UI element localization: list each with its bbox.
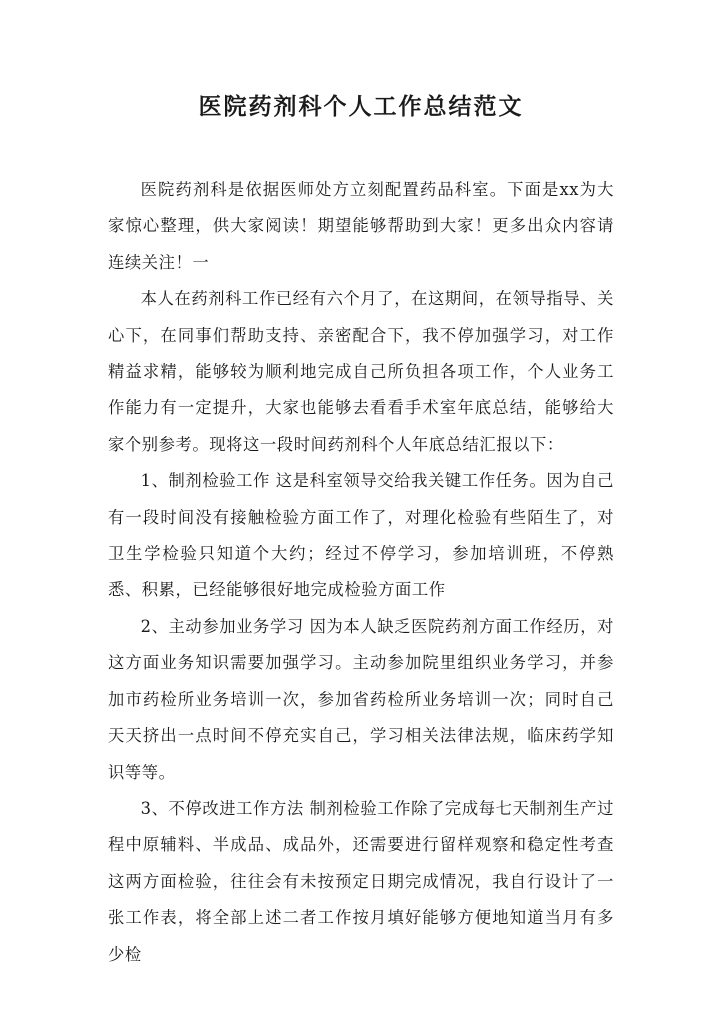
- paragraph-item-1: 1、制剂检验工作 这是科室领导交给我关键工作任务。因为自己有一段时间没有接触检验方面工作了，对理化检验有些陌生了，对卫生学检验只知道个大约；经过不停学习，参加培训班，不停熟悉、积累，已经能够很好地完成检验方面工作: [108, 471, 614, 600]
- document-title: 医院药剂科个人工作总结范文: [198, 93, 524, 120]
- paragraph-item-2: 2、主动参加业务学习 因为本人缺乏医院药剂方面工作经历，对这方面业务知识需要加强学习。主动参加院里组织业务学习，并参加市药检所业务培训一次，参加省药检所业务培训一次；同时自己天天挤出一点时间不停充实自己，学习相关法律法规，临床药学知识等等。: [108, 616, 614, 782]
- paragraph-overview: 本人在药剂科工作已经有六个月了，在这期间，在领导指导、关心下，在同事们帮助支持、亲密配合下，我不停加强学习，对工作精益求精，能够较为顺利地完成自己所负担各项工作，个人业务工作能力有一定提升，大家也能够去看看手术室年底总结，能够给大家个别参考。现将这一段时间药剂科个人年底总结汇报以下：: [108, 289, 614, 454]
- paragraph-intro: 医院药剂科是依据医师处方立刻配置药品科室。下面是xx为大家惊心整理，供大家阅读！期望能够帮助到大家！更多出众内容请连续关注！一: [108, 180, 614, 272]
- paragraph-item-3: 3、不停改进工作方法 制剂检验工作除了完成每七天制剂生产过程中原辅料、半成品、成品外，还需要进行留样观察和稳定性考查这两方面检验，往往会有未按预定日期完成情况，我自行设计了一张工作表，将全部上述二者工作按月填好能够方便地知道当月有多少检: [108, 798, 614, 964]
